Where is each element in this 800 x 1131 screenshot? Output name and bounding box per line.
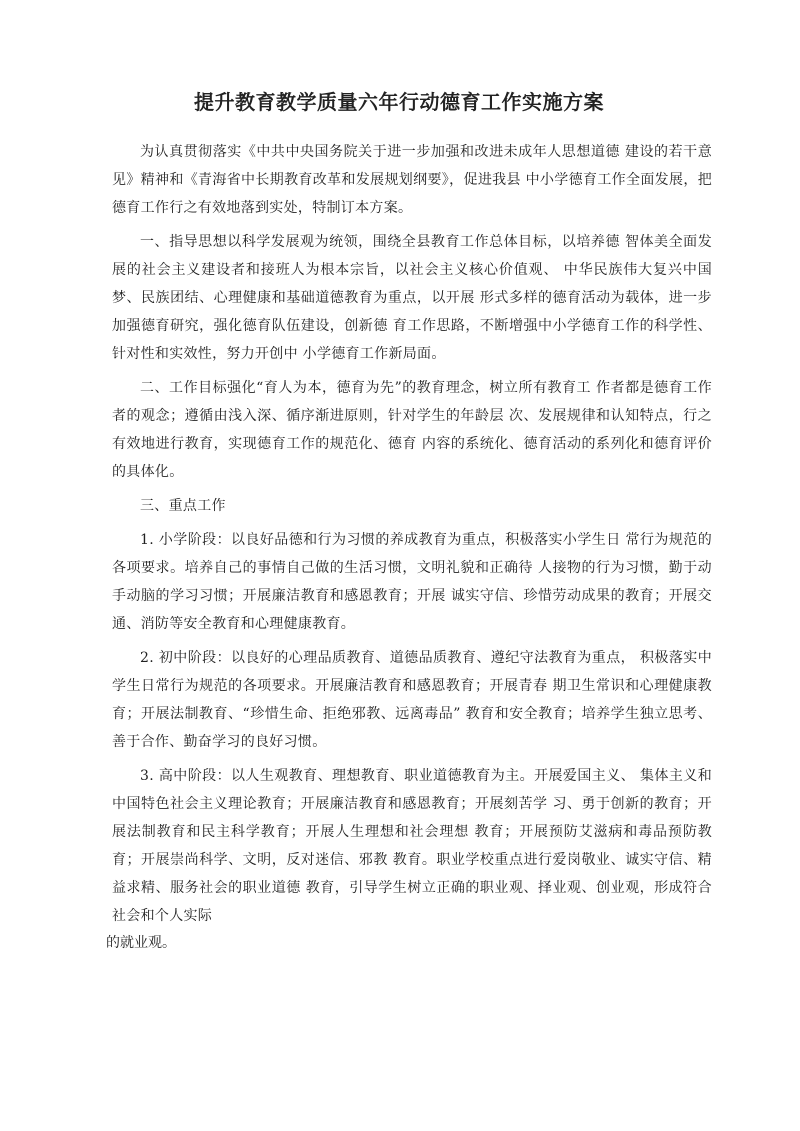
senior-high-stage-paragraph: 3. 高中阶段：以人生观教育、理想教育、职业道德教育为主。开展爱国主义、 集体主义和中国特色社会主义理论教育；开展廉洁教育和感恩教育；开展刻苦学 习、勇于创新的教育；开展法制教育和民主科学教育；开展人生理想和社会理想 教育；开展预防艾滋病和毒品预防教育；开展崇尚科学、文明，反对迷信、邪教 教育。职业学校重点进行爱岗敬业、诚实守信、精益求精、服务社会的职业道德 教育，引导学生树立正确的职业观、择业观、创业观，形成符合社会和个人实际 — [112, 768, 712, 924]
junior-high-stage-paragraph: 2. 初中阶段：以良好的心理品质教育、道德品质教育、遵纪守法教育为重点， 积极落实中学生日常行为规范的各项要求。开展廉洁教育和感恩教育；开展青春 期卫生常识和心理健康教育；开展法制教育、“珍惜生命、拒绝邪教、远离毒品” 教育和安全教育；培养学生独立思考、善于合作、勤奋学习的良好习惯。 — [112, 650, 712, 750]
primary-stage-paragraph: 1. 小学阶段：以良好品德和行为习惯的养成教育为重点，积极落实小学生日 常行为规范的各项要求。培养自己的事情自己做的生活习惯，文明礼貌和正确待 人接物的行为习惯，勤于动手动脑的学习习惯；开展廉洁教育和感恩教育；开展 诚实守信、珍惜劳动成果的教育；开展交通、消防等安全教育和心理健康教育。 — [112, 532, 712, 632]
work-goals-paragraph: 二、工作目标强化“育人为本，德育为先”的教育理念，树立所有教育工 作者都是德育工作者的观念；遵循由浅入深、循序渐进原则，针对学生的年龄层 次、发展规律和认知特点，行之有效地进行教育，实现德育工作的规范化、德育 内容的系统化、德育活动的系列化和德育评价的具体化。 — [112, 380, 712, 480]
key-work-heading: 三、重点工作 — [140, 498, 226, 514]
page-title: 提升教育教学质量六年行动德育工作实施方案 — [194, 90, 604, 114]
guiding-ideology-paragraph: 一、指导思想以科学发展观为统领，围绕全县教育工作总体目标，以培养德 智体美全面发展的社会主义建设者和接班人为根本宗旨，以社会主义核心价值观、 中华民族伟大复兴中国梦、民族团结、心理健康和基础道德教育为重点，以开展 形式多样的德育活动为载体，进一步加强德育研究，强化德育队伍建设，创新德 育工作思路，不断增强中小学德育工作的科学性、针对性和实效性，努力开创中 小学德育工作新局面。 — [112, 234, 712, 362]
intro-paragraph: 为认真贯彻落实《中共中央国务院关于进一步加强和改进未成年人思想道德 建设的若干意见》精神和《青海省中长期教育改革和发展规划纲要》，促进我县 中小学德育工作全面发展，把德育工作行之有效地落到实处，特制订本方案。 — [112, 144, 712, 216]
senior-high-stage-tail: 的就业观。 — [106, 935, 176, 951]
